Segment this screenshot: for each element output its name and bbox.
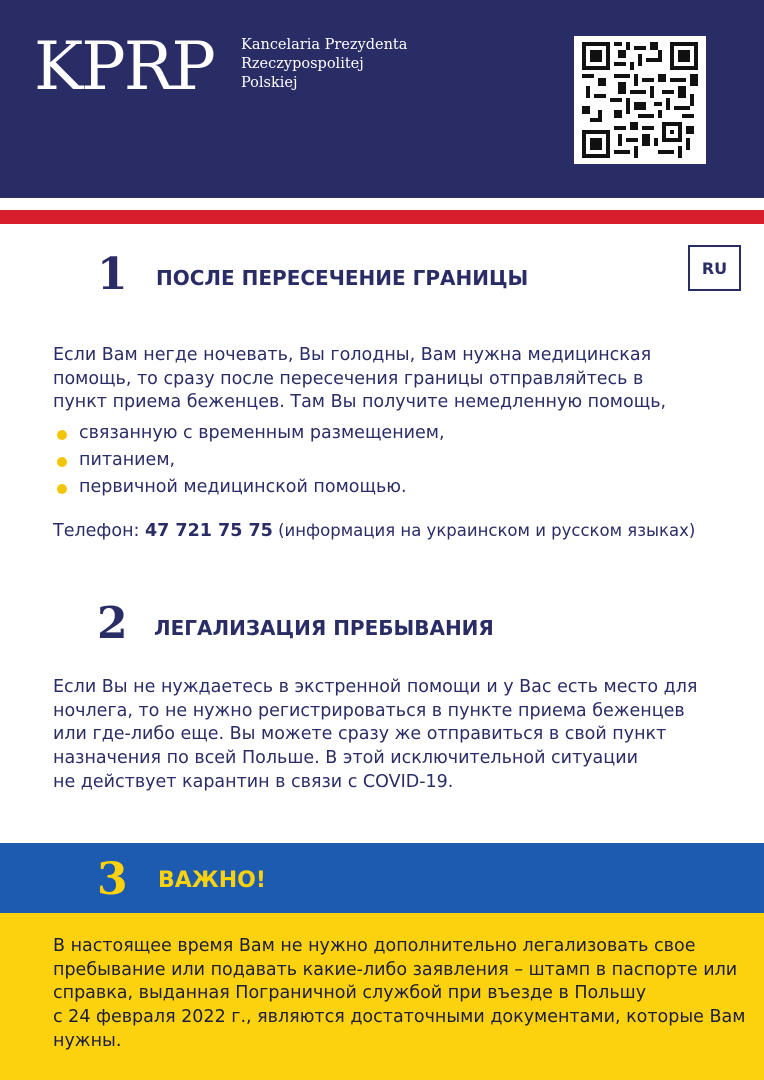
section1-number: 1 (97, 249, 128, 300)
paragraph-line: пребывание или подавать какие-либо заявления – штамп в паспорте или (53, 959, 738, 980)
header-gap (0, 198, 764, 210)
section3-number: 3 (97, 854, 128, 905)
bullet-dot-icon (57, 430, 67, 440)
red-stripe (0, 210, 764, 224)
section2-paragraph (53, 676, 697, 795)
office-line: Polskiej (241, 75, 298, 91)
phone-label: Телефон: (53, 521, 145, 541)
list-item-text: питанием, (79, 450, 176, 470)
section2-number: 2 (97, 598, 128, 649)
bullet-dot-icon (57, 457, 67, 467)
section1-title: ПОСЛЕ ПЕРЕСЕЧЕНИЕ ГРАНИЦЫ (156, 266, 529, 290)
paragraph-line: не действует карантин в связи с COVID-19. (53, 771, 454, 792)
list-item-text: связанную с временным размещением, (79, 423, 445, 443)
list-item (57, 474, 445, 501)
paragraph-line: справка, выданная Пограничной службой при въезде в Польшу (53, 983, 647, 1004)
kprp-logo: KPRP (34, 28, 214, 105)
paragraph-line: нужны. (53, 1030, 122, 1051)
paragraph-line: В настоящее время Вам не нужно дополнительно легализовать свое (53, 936, 696, 956)
section1-bullet-list (57, 420, 445, 501)
paragraph-line: пункт приема беженцев. Там Вы получите немедленную помощь, (53, 392, 667, 413)
section3-title: ВАЖНО! (158, 868, 266, 893)
qr-code-icon[interactable] (574, 36, 706, 164)
paragraph-line: помощь, то сразу после пересечения границы отправляйтесь в (53, 368, 644, 389)
list-item (57, 420, 445, 447)
paragraph-line: ночлега, то не нужно регистрироваться в пункте приема беженцев (53, 700, 685, 721)
phone-number[interactable]: 47 721 75 75 (144, 521, 273, 541)
paragraph-line: или где-либо еще. Вы можете сразу же отправиться в свой пункт (53, 724, 667, 745)
office-line: Rzeczypospolitej (241, 56, 364, 72)
header-banner (0, 0, 764, 198)
paragraph-line: Если Вы не нуждаетесь в экстренной помощи и у Вас есть место для (53, 677, 698, 697)
phone-note: (информация на украинском и русском языках) (272, 521, 696, 540)
language-badge: RU (688, 245, 741, 291)
section1-paragraph (53, 344, 666, 415)
paragraph-line: Если Вам негде ночевать, Вы голодны, Вам нужна медицинская (53, 345, 652, 365)
paragraph-line: назначения по всей Польше. В этой исключительной ситуации (53, 748, 638, 769)
list-item-text: первичной медицинской помощью. (79, 477, 407, 497)
phone-line (53, 521, 695, 541)
office-line: Kancelaria Prezydenta (241, 37, 408, 53)
section3-paragraph (53, 935, 745, 1054)
section2-title: ЛЕГАЛИЗАЦИЯ ПРЕБЫВАНИЯ (154, 616, 494, 640)
bullet-dot-icon (57, 484, 67, 494)
paragraph-line: с 24 февраля 2022 г., являются достаточными документами, которые Вам (53, 1007, 746, 1028)
office-name (241, 36, 407, 93)
list-item (57, 447, 445, 474)
